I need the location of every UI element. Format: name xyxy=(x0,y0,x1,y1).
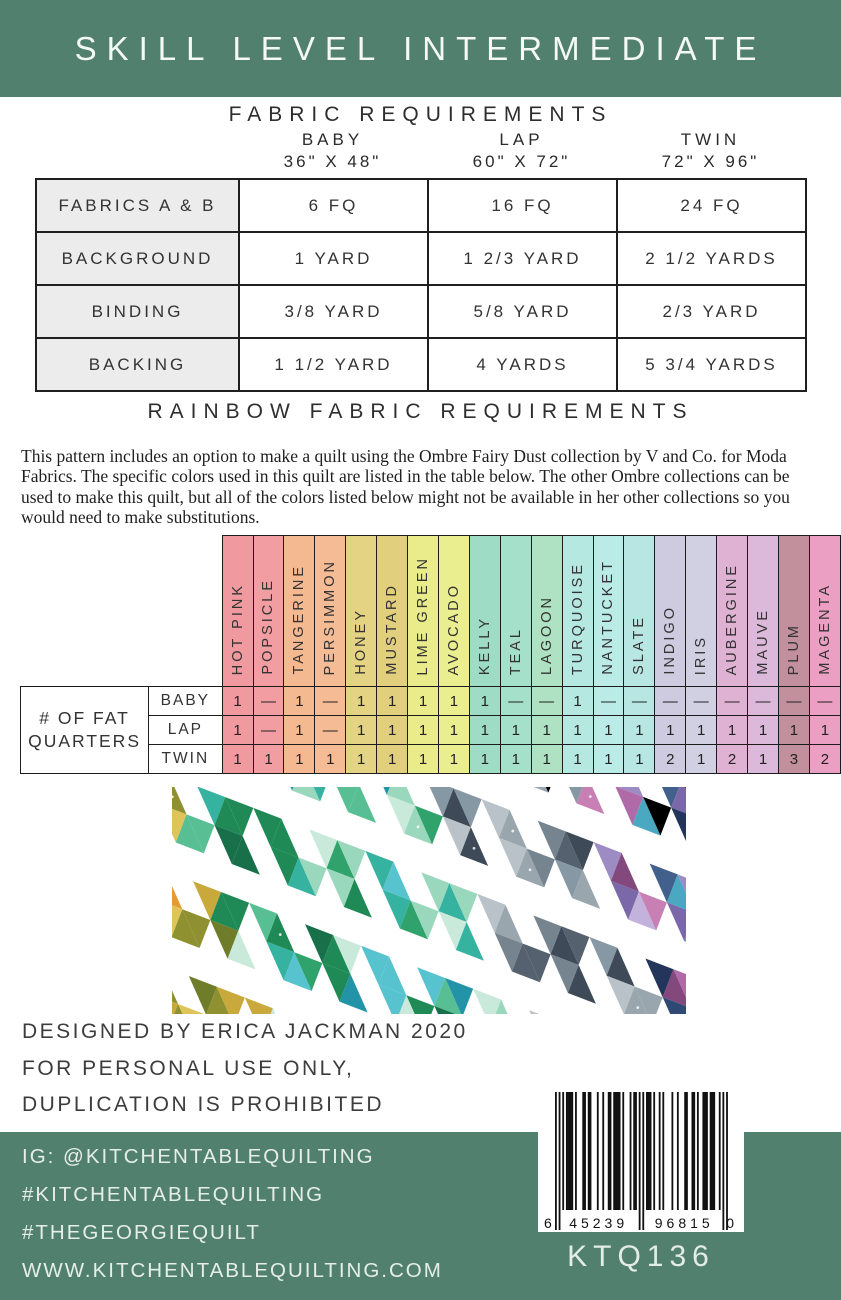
color-column-header xyxy=(531,536,562,687)
table-cell: 24 FQ xyxy=(617,179,806,232)
count-cell: 1 xyxy=(346,687,377,716)
skill-level-text: SKILL LEVEL INTERMEDIATE xyxy=(74,29,767,67)
count-cell: 1 xyxy=(469,687,500,716)
count-cell: 1 xyxy=(748,745,779,774)
color-name-label: PERSIMMON xyxy=(322,558,339,675)
column-header-name: LAP xyxy=(499,130,544,149)
color-name-label: IRIS xyxy=(693,634,710,675)
table-cell: 1 2/3 YARD xyxy=(428,232,617,285)
color-name-label: INDIGO xyxy=(662,605,679,675)
count-cell: 1 xyxy=(408,687,439,716)
count-cell: — xyxy=(686,687,717,716)
color-name-label: LIME GREEN xyxy=(415,555,432,675)
color-name-label: HONEY xyxy=(353,608,370,675)
row-label: BINDING xyxy=(36,285,239,338)
count-cell: 1 xyxy=(346,716,377,745)
count-cell: — xyxy=(500,687,531,716)
quilt-photo xyxy=(172,787,686,1014)
color-column-header xyxy=(438,536,469,687)
color-name-label: MUSTARD xyxy=(384,583,401,675)
table-cell: 6 FQ xyxy=(239,179,428,232)
table-cell: 2/3 YARD xyxy=(617,285,806,338)
row-label: BACKGROUND xyxy=(36,232,239,285)
rainbow-description-paragraph: This pattern includes an option to make a quilt using the Ombre Fairy Dust collection by V and Co. for Moda Fabrics. The specific colors used in this quilt are listed in the table below. The other Ombre collections can be used to make this quilt, but all of the colors listed below might not be available in her other collections so you would need to make substitutions. xyxy=(21,445,790,528)
count-row xyxy=(21,687,841,716)
color-column-header xyxy=(562,536,593,687)
color-column-header xyxy=(655,536,686,687)
fat-quarters-label xyxy=(21,687,149,774)
color-column-header xyxy=(593,536,624,687)
table-cell: 4 YARDS xyxy=(428,338,617,391)
color-name-label: MAUVE xyxy=(754,608,771,675)
row-label: BACKING xyxy=(36,338,239,391)
color-name-label: MAGENTA xyxy=(816,583,833,675)
color-name-label: HOT PINK xyxy=(229,582,246,675)
count-cell: 1 xyxy=(778,716,809,745)
count-cell: 1 xyxy=(562,745,593,774)
count-cell: — xyxy=(717,687,748,716)
count-cell: 1 xyxy=(346,745,377,774)
color-name-label: TURQUOISE xyxy=(569,561,586,675)
count-cell: 1 xyxy=(562,687,593,716)
size-label: TWIN xyxy=(149,745,223,774)
color-header-row xyxy=(21,536,841,687)
count-cell: — xyxy=(748,687,779,716)
column-header-name: TWIN xyxy=(680,130,741,149)
count-cell: 1 xyxy=(500,716,531,745)
count-cell: 1 xyxy=(655,716,686,745)
table-cell: 5 3/4 YARDS xyxy=(617,338,806,391)
rainbow-fabric-table xyxy=(20,535,841,774)
color-column-header xyxy=(346,536,377,687)
barcode xyxy=(538,1078,744,1232)
count-cell: — xyxy=(531,687,562,716)
color-name-label: TEAL xyxy=(507,626,524,675)
count-cell: 1 xyxy=(469,745,500,774)
credits-block xyxy=(22,1014,468,1124)
svg-text:6: 6 xyxy=(544,1215,556,1231)
size-label: BABY xyxy=(149,687,223,716)
count-cell: — xyxy=(253,687,284,716)
color-name-label: KELLY xyxy=(476,615,493,675)
count-cell: 1 xyxy=(253,745,284,774)
size-label: LAP xyxy=(149,716,223,745)
fabric-requirements-table xyxy=(35,178,807,392)
color-name-label: AVOCADO xyxy=(445,582,462,675)
color-name-label: PLUM xyxy=(785,622,802,675)
duplication-line: DUPLICATION IS PROHIBITED xyxy=(22,1093,384,1116)
count-cell: — xyxy=(315,687,346,716)
count-cell: 1 xyxy=(500,745,531,774)
count-cell: 1 xyxy=(377,687,408,716)
count-cell: 1 xyxy=(686,716,717,745)
count-cell: 1 xyxy=(438,687,469,716)
skill-level-banner xyxy=(0,0,841,97)
count-cell: 1 xyxy=(531,716,562,745)
fat-quarters-line1: # OF FAT xyxy=(39,708,130,728)
count-cell: 1 xyxy=(809,716,840,745)
svg-text:45239: 45239 xyxy=(569,1215,629,1231)
column-header-name: BABY xyxy=(301,130,364,149)
color-column-header xyxy=(500,536,531,687)
color-column-header xyxy=(377,536,408,687)
table-cell: 1 1/2 YARD xyxy=(239,338,428,391)
count-cell: — xyxy=(809,687,840,716)
color-column-header xyxy=(778,536,809,687)
count-cell: 1 xyxy=(222,716,253,745)
count-cell: — xyxy=(593,687,624,716)
count-cell: 3 xyxy=(778,745,809,774)
fabric-requirements-title: FABRIC REQUIREMENTS xyxy=(228,103,613,126)
count-cell: 1 xyxy=(438,716,469,745)
svg-text:96815: 96815 xyxy=(654,1215,714,1231)
table-cell: 16 FQ xyxy=(428,179,617,232)
table-cell: 5/8 YARD xyxy=(428,285,617,338)
color-column-header xyxy=(717,536,748,687)
personal-use-line: FOR PERSONAL USE ONLY, xyxy=(22,1056,355,1080)
count-cell: 1 xyxy=(717,716,748,745)
count-cell: 1 xyxy=(284,745,315,774)
color-name-label: TANGERINE xyxy=(291,564,308,675)
pattern-code: KTQ136 xyxy=(567,1240,715,1273)
count-cell: 1 xyxy=(377,716,408,745)
color-name-label: POPSICLE xyxy=(260,578,277,675)
color-name-label: SLATE xyxy=(631,615,648,675)
footer-line: #KITCHENTABLEQUILTING xyxy=(22,1183,325,1206)
count-cell: 1 xyxy=(315,745,346,774)
count-cell: 1 xyxy=(469,716,500,745)
count-cell: 2 xyxy=(809,745,840,774)
count-cell: — xyxy=(778,687,809,716)
corner-spacer xyxy=(21,536,223,687)
color-column-header xyxy=(748,536,779,687)
column-header-size: 72" X 96" xyxy=(661,152,760,171)
count-cell: 2 xyxy=(655,745,686,774)
count-cell: 1 xyxy=(284,716,315,745)
count-cell: 1 xyxy=(624,745,655,774)
count-cell: 1 xyxy=(748,716,779,745)
color-column-header xyxy=(686,536,717,687)
count-cell: 1 xyxy=(593,745,624,774)
footer-social-lines xyxy=(22,1138,443,1290)
count-cell: 1 xyxy=(531,745,562,774)
table-cell: 2 1/2 YARDS xyxy=(617,232,806,285)
footer-line: IG: @KITCHENTABLEQUILTING xyxy=(22,1145,375,1168)
count-cell: 1 xyxy=(686,745,717,774)
count-cell: 2 xyxy=(717,745,748,774)
designed-by-line: DESIGNED BY ERICA JACKMAN 2020 xyxy=(22,1020,468,1043)
count-cell: 1 xyxy=(284,687,315,716)
color-column-header xyxy=(315,536,346,687)
table-cell: 3/8 YARD xyxy=(239,285,428,338)
count-cell: — xyxy=(655,687,686,716)
count-cell: 1 xyxy=(562,716,593,745)
color-column-header xyxy=(809,536,840,687)
count-cell: 1 xyxy=(408,745,439,774)
color-column-header xyxy=(222,536,253,687)
color-column-header xyxy=(624,536,655,687)
count-cell: 1 xyxy=(624,716,655,745)
footer-line: #THEGEORGIEQUILT xyxy=(22,1221,261,1244)
count-cell: 1 xyxy=(222,687,253,716)
color-name-label: NANTUCKET xyxy=(600,559,617,675)
row-label: FABRICS A & B xyxy=(36,179,239,232)
color-column-header xyxy=(408,536,439,687)
column-header-spacer xyxy=(35,130,238,152)
count-cell: 1 xyxy=(593,716,624,745)
fat-quarters-line2: QUARTERS xyxy=(28,731,141,751)
count-cell: 1 xyxy=(222,745,253,774)
column-header-spacer xyxy=(35,152,238,178)
footer-line: WWW.KITCHENTABLEQUILTING.COM xyxy=(22,1259,443,1282)
count-cell: — xyxy=(315,716,346,745)
count-cell: 1 xyxy=(408,716,439,745)
color-column-header xyxy=(253,536,284,687)
table-cell: 1 YARD xyxy=(239,232,428,285)
column-header-size: 36" X 48" xyxy=(283,152,382,171)
color-name-label: LAGOON xyxy=(538,594,555,675)
color-name-label: AUBERGINE xyxy=(724,562,741,675)
count-cell: — xyxy=(253,716,284,745)
color-column-header xyxy=(284,536,315,687)
column-header-size: 60" X 72" xyxy=(472,152,571,171)
count-cell: 1 xyxy=(377,745,408,774)
rainbow-requirements-title: RAINBOW FABRIC REQUIREMENTS xyxy=(147,400,694,423)
count-cell: — xyxy=(624,687,655,716)
svg-text:0: 0 xyxy=(726,1215,738,1231)
color-column-header xyxy=(469,536,500,687)
fabric-table-column-headers xyxy=(35,130,805,178)
count-cell: 1 xyxy=(438,745,469,774)
